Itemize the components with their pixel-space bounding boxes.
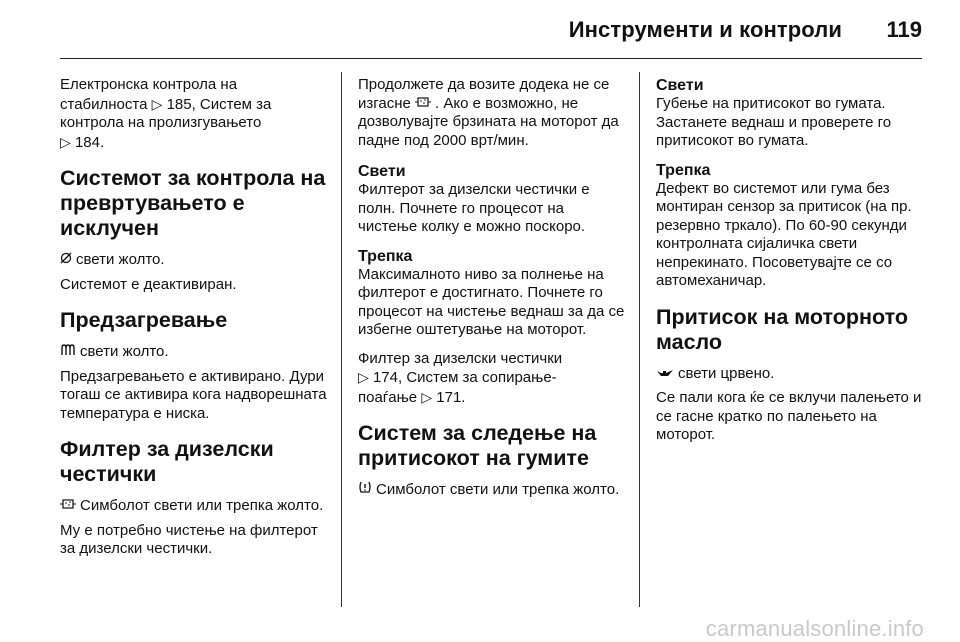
description: Се пали кога ќе се вклучи палењето и се гасне кратко по палењето на моторот. [656, 389, 922, 443]
tpms-icon [358, 481, 372, 500]
arrow-ref-icon: ▷ [60, 133, 71, 150]
esc-off-icon [60, 251, 72, 270]
status-line: Симболот свети или трепка жолто. [358, 481, 626, 500]
preheat-coil-icon [60, 343, 76, 362]
status-line: Симболот свети или трепка жолто. [60, 497, 332, 516]
column-2 [358, 76, 626, 506]
block-heading: Свети [358, 163, 406, 180]
paragraph: Продолжете да возите додека не се изгасне . Ако е возможно, не дозволувајте брзината на моторот да падне под 2000 врт/мин. [358, 76, 619, 149]
section-heading-dpf: Филтер за дизелски честички [60, 437, 274, 486]
status-line: свети жолто. [60, 343, 332, 362]
info-block-flash [358, 247, 626, 340]
watermark: carmanualsonline.info [705, 616, 924, 641]
section-heading-preheat: Предзагревање [60, 308, 228, 332]
block-heading: Свети [656, 77, 704, 94]
cross-reference: Филтер за дизелски честички ▷ 174, Систем за сопирање- поаѓање ▷ 171. [358, 349, 563, 406]
oil-can-icon [656, 365, 674, 384]
description: Предзагревањето е активирано. Дури тогаш се активира кога надворешната температура е ниска. [60, 367, 327, 422]
column-divider-1 [341, 72, 342, 607]
dpf-icon [415, 95, 431, 114]
arrow-ref-icon: ▷ [358, 369, 369, 385]
section-heading-oil: Притисок на моторното масло [656, 304, 908, 354]
page-header [0, 0, 960, 60]
block-heading: Трепка [656, 161, 711, 179]
section-heading-rollover: Системот за контрола на превртувањето е исклучен [60, 166, 326, 240]
dpf-icon [60, 497, 76, 516]
arrow-ref-icon: ▷ [421, 388, 433, 405]
block-text: Дефект во системот или гума без монтиран сензор за притисок (на пр. резервно тркало). По 60-90 секунди контролната сијаличка свети непрекинато. Посоветувајте се со автомеханичар. [656, 179, 912, 289]
description: Му е потребно чистење на филтерот за дизелски честички. [60, 521, 318, 557]
block-text: Филтерот за дизелски честички е полн. Почнете го процесот на чистење колку е можно поскоро. [358, 181, 590, 235]
info-block-on [358, 162, 626, 237]
block-text: Губење на притисокот во гумата. Застанете веднаш и проверете го притисокот во гумата. [656, 95, 892, 149]
status-line: свети црвено. [656, 365, 928, 384]
header-divider [60, 58, 922, 59]
info-block-flash [656, 161, 928, 291]
arrow-ref-icon: ▷ [151, 95, 163, 112]
column-3 [656, 76, 928, 451]
column-divider-2 [639, 72, 640, 607]
intro-paragraph: Електронска контрола на стабилноста ▷ 185, Систем за контрола на пролизгувањето ▷ 184. [60, 76, 272, 151]
header-title: Инструменти и контроли [568, 17, 842, 42]
block-heading: Трепка [358, 247, 413, 265]
block-text: Максималното ниво за полнење на филтерот е достигнато. Почнете го процесот на чистење веднаш за да се избегне оштетување на моторот. [358, 265, 625, 338]
section-heading-tpms: Систем за следење на притисокот на гумите [358, 421, 597, 470]
page-number: 119 [886, 17, 922, 42]
description: Системот е деактивиран. [60, 275, 237, 293]
status-line: свети жолто. [60, 251, 332, 270]
column-1 [60, 76, 332, 565]
info-block-on [656, 76, 928, 151]
